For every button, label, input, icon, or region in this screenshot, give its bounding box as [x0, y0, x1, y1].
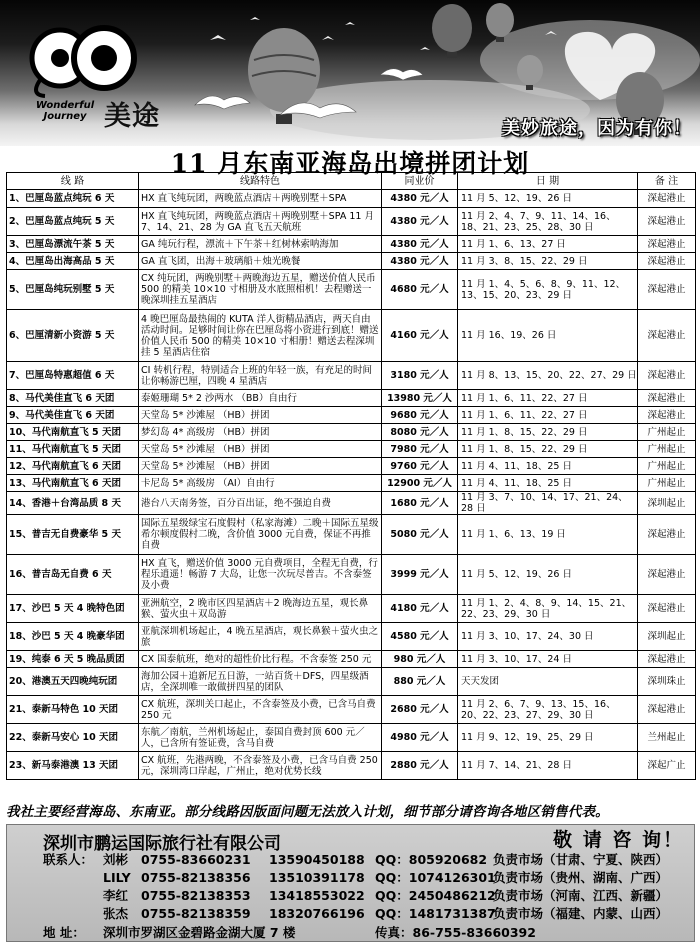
dates-cell: 11 月 3、8、15、22、29 日 [458, 253, 638, 270]
price-cell: 4380 元／人 [382, 253, 458, 270]
dates-cell: 11 月 1、6、11、22、27 日 [458, 407, 638, 424]
route-name-cell: 17、沙巴 5 天 4 晚特色团 [7, 595, 139, 623]
note-cell: 深起港止 [638, 555, 696, 595]
route-feature-cell: 泰姬珊瑚 5* 2 沙两水 （BB）自由行 [139, 390, 382, 407]
note-cell: 深圳珠止 [638, 668, 696, 696]
table-row [7, 190, 696, 208]
note-cell: 深起港止 [638, 595, 696, 623]
note-cell: 深起港止 [638, 270, 696, 310]
price-cell: 4680 元／人 [382, 270, 458, 310]
table-row [7, 208, 696, 236]
table-row [7, 651, 696, 668]
address-row [7, 923, 696, 940]
route-feature-cell: GA 直飞团，出海＋玻璃船＋烛光晚餐 [139, 253, 382, 270]
route-name-cell: 16、普吉岛无自费 6 天 [7, 555, 139, 595]
route-feature-cell: 天堂岛 5* 沙滩屋 （HB）拼团 [139, 458, 382, 475]
dates-cell: 11 月 5、12、19、26 日 [458, 190, 638, 208]
brand-english-line1: Wonderful [35, 100, 95, 111]
price-cell: 13980 元／人 [382, 390, 458, 407]
company-name: 深圳市鹏运国际旅行社有限公司 [43, 834, 281, 854]
price-cell: 4380 元／人 [382, 208, 458, 236]
price-cell: 980 元／人 [382, 651, 458, 668]
price-cell: 3999 元／人 [382, 555, 458, 595]
note-cell: 深圳起止 [638, 623, 696, 651]
contact-phone: 0755-83660231 [141, 852, 251, 867]
route-name-cell: 13、马代南航直飞 6 天团 [7, 475, 139, 492]
price-cell: 4980 元／人 [382, 724, 458, 752]
route-feature-cell: 国际五星级绿宝石度假村（私家海滩）二晚＋国际五星级希尔顿度假村二晚，含价值 3000 元自费，保证不再推自费 [139, 515, 382, 555]
route-name-cell: 18、沙巴 5 天 4 晚豪华团 [7, 623, 139, 651]
contact-qq: QQ：2450486212 [375, 888, 496, 903]
dates-cell: 11 月 1、2、4、8、9、14、15、21、22、23、29、30 日 [458, 595, 638, 623]
header-price: 同业价 [382, 173, 458, 190]
price-cell: 1680 元／人 [382, 492, 458, 515]
route-name-cell: 19、纯泰 6 天 5 晚品质团 [7, 651, 139, 668]
contact-phone: 0755-82138356 [141, 870, 251, 885]
route-name-cell: 10、马代南航直飞 5 天团 [7, 424, 139, 441]
contact-qq: QQ：1481731387 [375, 906, 496, 921]
route-feature-cell: 天堂岛 5* 沙滩屋 （HB）拼团 [139, 407, 382, 424]
table-row [7, 696, 696, 724]
dates-cell: 11 月 1、6、13、27 日 [458, 236, 638, 253]
table-row [7, 458, 696, 475]
route-name-cell: 7、巴厘岛特惠超值 6 天 [7, 362, 139, 390]
table-row [7, 310, 696, 362]
note-cell: 广州起止 [638, 441, 696, 458]
note-cell: 深起广止 [638, 752, 696, 780]
header-feature: 线路特色 [139, 173, 382, 190]
price-cell: 4380 元／人 [382, 236, 458, 253]
contact-name: 李红 [103, 888, 129, 903]
contact-phone: 0755-82138353 [141, 888, 251, 903]
note-cell: 深起港止 [638, 208, 696, 236]
address-label: 地 址： [43, 925, 85, 940]
brand-english-line2: Journey [43, 111, 87, 122]
fax: 传真：86-755-83660392 [375, 925, 536, 940]
contact-qq: QQ：805920682 [375, 852, 488, 867]
route-feature-cell: CX 航班，先港两晚，不含泰签及小费，已含马自费 250 元，深圳湾口岸起，广州止，绝对优势长线 [139, 752, 382, 780]
note-cell: 深起港止 [638, 390, 696, 407]
price-cell: 2880 元／人 [382, 752, 458, 780]
dates-cell: 11 月 4、11、18、25 日 [458, 458, 638, 475]
dates-cell: 11 月 2、6、7、9、13、15、16、20、22、23、27、29、30 日 [458, 696, 638, 724]
route-feature-cell: 亚航深圳机场起止，4 晚五星酒店，观长鼻猴＋萤火虫之旅 [139, 623, 382, 651]
dates-cell: 11 月 1、8、15、22、29 日 [458, 441, 638, 458]
note-cell: 深起港止 [638, 253, 696, 270]
contact-mobile: 13590450188 [269, 852, 365, 867]
dates-cell: 11 月 3、10、17、24 日 [458, 651, 638, 668]
price-cell: 4180 元／人 [382, 595, 458, 623]
route-name-cell: 5、巴厘岛纯玩别墅 5 天 [7, 270, 139, 310]
footer-note: 我社主要经营海岛、东南亚。部分线路因版面问题无法放入计划，细节部分请咨询各地区销售代表。 [6, 804, 609, 820]
route-feature-cell: HX 直飞纯玩团，两晚蓝点酒店＋两晚别墅＋SPA [139, 190, 382, 208]
note-cell: 深圳起止 [638, 492, 696, 515]
contact-name: LILY [103, 870, 131, 885]
price-cell: 12900 元／人 [382, 475, 458, 492]
route-name-cell: 15、普吉无自费豪华 5 天 [7, 515, 139, 555]
route-feature-cell: HX 直飞纯玩团，两晚蓝点酒店＋两晚别墅＋SPA 11 月 7、14、21、28 为 GA 直飞五天航班 [139, 208, 382, 236]
dates-cell: 11 月 3、7、10、14、17、21、24、28 日 [458, 492, 638, 515]
dates-cell: 11 月 16、19、26 日 [458, 310, 638, 362]
contact-mobile: 13418553022 [269, 888, 365, 903]
note-cell: 广州起止 [638, 475, 696, 492]
route-table [6, 172, 696, 780]
route-name-cell: 20、港澳五天四晚纯玩团 [7, 668, 139, 696]
price-cell: 3180 元／人 [382, 362, 458, 390]
contact-mobile: 18320766196 [269, 906, 365, 921]
contact-panel [6, 824, 695, 942]
dates-cell: 11 月 1、6、11、22、27 日 [458, 390, 638, 407]
note-cell: 深起港止 [638, 696, 696, 724]
dates-cell: 11 月 1、6、13、19 日 [458, 515, 638, 555]
contact-qq: QQ：1074126301 [375, 870, 496, 885]
price-cell: 2680 元／人 [382, 696, 458, 724]
table-row [7, 390, 696, 407]
route-name-cell: 8、马代美佳直飞 6 天团 [7, 390, 139, 407]
note-cell: 深起港止 [638, 310, 696, 362]
address: 深圳市罗湖区金碧路金湖大厦 7 楼 [103, 925, 296, 940]
route-feature-cell: CI 转机行程，特别适合上班的年轻一族，有充足的时间让你畅游巴厘，四晚 4 星酒店 [139, 362, 382, 390]
route-name-cell: 11、马代南航直飞 5 天团 [7, 441, 139, 458]
table-row [7, 424, 696, 441]
seagull-icon [195, 96, 250, 109]
table-row [7, 492, 696, 515]
route-name-cell: 2、巴厘岛蓝点纯玩 5 天 [7, 208, 139, 236]
table-row [7, 270, 696, 310]
contact-market: 负责市场（甘肃、宁夏、陕西） [493, 852, 669, 867]
route-feature-cell: 4 晚巴厘岛最热闹的 KUTA 洋人街精品酒店，两天自由活动时间。足够时间让你在巴厘岛将小资进行到底！赠送价值人民币 500 的精美 10×10 寸相册！赠送去程深圳挂 5 星酒店住宿 [139, 310, 382, 362]
route-feature-cell: 梦幻岛 4* 高级房 （HB）拼团 [139, 424, 382, 441]
brand-chinese-name: 美途 [104, 101, 160, 132]
note-cell: 广州起止 [638, 458, 696, 475]
price-cell: 9680 元／人 [382, 407, 458, 424]
header-route: 线 路 [7, 173, 139, 190]
route-feature-cell: 海加公园＋追新尼五日游，一站百货＋DFS，四星级酒店，全深圳唯一敢做拼四星的团队 [139, 668, 382, 696]
price-cell: 4160 元／人 [382, 310, 458, 362]
balloon-icon [432, 4, 472, 58]
route-name-cell: 1、巴厘岛蓝点纯玩 6 天 [7, 190, 139, 208]
note-cell: 深起港止 [638, 515, 696, 555]
slogan: 美妙旅途，因为有你！ [502, 118, 692, 139]
table-row [7, 475, 696, 492]
contact-name: 张杰 [103, 906, 129, 921]
route-name-cell: 21、泰新马特色 10 天团 [7, 696, 139, 724]
price-cell: 4580 元／人 [382, 623, 458, 651]
route-feature-cell: 卡尼岛 5* 高级房 （AI）自由行 [139, 475, 382, 492]
consult-label: 敬 请 咨 询！ [553, 829, 684, 851]
route-name-cell: 23、新马泰港澳 13 天团 [7, 752, 139, 780]
header-dates: 日 期 [458, 173, 638, 190]
table-row [7, 623, 696, 651]
route-name-cell: 6、巴厘清新小资游 5 天 [7, 310, 139, 362]
seagull-icon [380, 69, 423, 80]
table-row [7, 362, 696, 390]
table-row [7, 236, 696, 253]
note-cell: 广州起止 [638, 424, 696, 441]
dates-cell: 11 月 9、12、19、25、29 日 [458, 724, 638, 752]
contact-people-label: 联系人： [43, 852, 94, 867]
price-cell: 8080 元／人 [382, 424, 458, 441]
route-feature-cell: 东航／南航，兰州机场起止，泰国自费封顶 600 元／人，已含所有签证费，含马自费 [139, 724, 382, 752]
dates-cell: 11 月 5、12、19、26 日 [458, 555, 638, 595]
table-row [7, 668, 696, 696]
header-banner [0, 0, 700, 146]
contact-mobile: 13510391178 [269, 870, 365, 885]
dates-cell: 11 月 7、14、21、28 日 [458, 752, 638, 780]
table-row [7, 441, 696, 458]
brand-english-name [32, 100, 98, 122]
dates-cell: 11 月 2、4、7、9、11、14、16、18、21、23、25、28、30 日 [458, 208, 638, 236]
route-name-cell: 4、巴厘岛出海高品 5 天 [7, 253, 139, 270]
note-cell: 兰州起止 [638, 724, 696, 752]
dates-cell: 11 月 1、8、15、22、29 日 [458, 424, 638, 441]
price-cell: 4380 元／人 [382, 190, 458, 208]
route-feature-cell: CX 航班，深圳关口起止，不含泰签及小费，已含马自费 250 元 [139, 696, 382, 724]
route-feature-cell: 亚洲航空，2 晚市区四星酒店＋2 晚海边五星，观长鼻猴、萤火虫＋双岛游 [139, 595, 382, 623]
contact-market: 负责市场（河南、江西、新疆） [493, 888, 669, 903]
contact-phone: 0755-82138359 [141, 906, 251, 921]
route-name-cell: 12、马代南航直飞 6 天团 [7, 458, 139, 475]
price-cell: 9760 元／人 [382, 458, 458, 475]
price-cell: 880 元／人 [382, 668, 458, 696]
dates-cell: 11 月 8、13、15、20、22、27、29 日 [458, 362, 638, 390]
contact-name: 刘彬 [103, 852, 129, 867]
note-cell: 深起港止 [638, 651, 696, 668]
contact-market: 负责市场（贵州、湖南、广西） [493, 870, 669, 885]
route-feature-cell: 天堂岛 5* 沙滩屋 （HB）拼团 [139, 441, 382, 458]
logo-icon [32, 28, 134, 96]
table-row [7, 515, 696, 555]
header-note: 备 注 [638, 173, 696, 190]
route-table-body [7, 190, 696, 780]
route-feature-cell: GA 纯玩行程，漂流＋下午茶＋红树林索呐海加 [139, 236, 382, 253]
table-row [7, 555, 696, 595]
route-name-cell: 14、香港＋台湾品质 8 天 [7, 492, 139, 515]
price-cell: 7980 元／人 [382, 441, 458, 458]
dates-cell: 天天发团 [458, 668, 638, 696]
route-feature-cell: 港台八天南务签，百分百出证，绝不强迫自费 [139, 492, 382, 515]
table-row [7, 724, 696, 752]
contact-market: 负责市场（福建、内蒙、山西） [493, 906, 669, 921]
route-name-cell: 22、泰新马安心 10 天团 [7, 724, 139, 752]
table-row [7, 253, 696, 270]
route-name-cell: 9、马代美佳直飞 6 天团 [7, 407, 139, 424]
dates-cell: 11 月 4、11、18、25 日 [458, 475, 638, 492]
route-feature-cell: HX 直飞，赠送价值 3000 元自费项目，全程无自费，行程乐逍遥！畅游 7 大岛，让您一次玩尽普吉。不含泰签及小费 [139, 555, 382, 595]
route-feature-cell: CX 纯玩团，两晚别墅＋两晚海边五星，赠送价值人民币 500 的精美 10×10 寸相册及水底照相机！去程赠送一晚深圳挂五星酒店 [139, 270, 382, 310]
dates-cell: 11 月 1、4、5、6、8、9、11、12、13、15、20、23、29 日 [458, 270, 638, 310]
price-cell: 5080 元／人 [382, 515, 458, 555]
table-header-row [7, 173, 696, 190]
dates-cell: 11 月 3、10、17、24、30 日 [458, 623, 638, 651]
note-cell: 深起港止 [638, 407, 696, 424]
table-row [7, 407, 696, 424]
table-row [7, 595, 696, 623]
route-feature-cell: CX 国泰航班，绝对的超性价比行程。不含泰签 250 元 [139, 651, 382, 668]
table-row [7, 752, 696, 780]
page-title: 11 月东南亚海岛出境拼团计划 [170, 149, 530, 178]
note-cell: 深起港止 [638, 236, 696, 253]
note-cell: 深起港止 [638, 362, 696, 390]
note-cell: 深起港止 [638, 190, 696, 208]
route-name-cell: 3、巴厘岛漂流午茶 5 天 [7, 236, 139, 253]
